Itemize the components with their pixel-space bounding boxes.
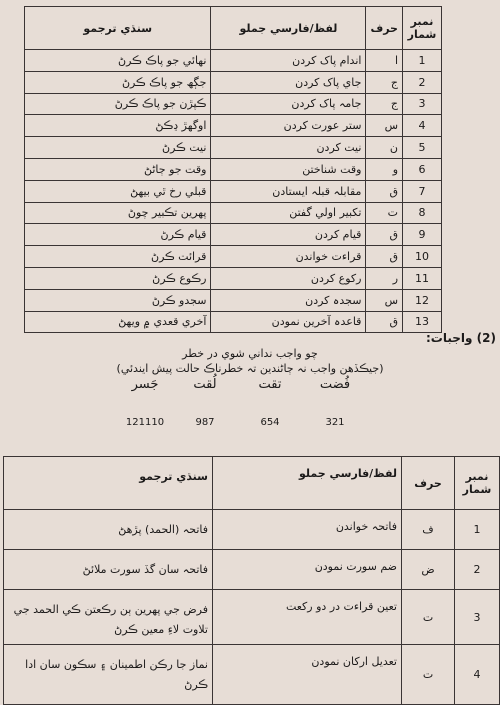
- cell-letter: ج: [366, 93, 403, 115]
- table-row: [25, 311, 442, 333]
- cell-persian: قاعدہ آخرين نمودن: [211, 311, 366, 333]
- table-row: [25, 289, 442, 311]
- cell-num: 2: [403, 71, 442, 93]
- table-row: [25, 50, 442, 72]
- cell-letter: ا: [366, 50, 403, 72]
- table-header-row: [25, 7, 442, 50]
- cell-persian: جاي پاک کردن: [211, 71, 366, 93]
- header-persian: لفظ/فارسي جملو: [213, 457, 402, 510]
- cell-letter: ج: [366, 71, 403, 93]
- section-title: (2) واجبات:: [426, 331, 496, 345]
- cell-num: 1: [403, 50, 442, 72]
- table-row: [25, 137, 442, 159]
- cell-num: 13: [403, 311, 442, 333]
- cell-letter: ق: [366, 246, 403, 268]
- fard-table: [24, 6, 442, 333]
- cell-persian: سجدہ کردن: [211, 289, 366, 311]
- cell-num: 9: [403, 224, 442, 246]
- cell-num: 7: [403, 180, 442, 202]
- header-sindhi: سنڌي ترجمو: [4, 457, 213, 510]
- table-row: [4, 550, 500, 590]
- cell-persian: اندام پاک کردن: [211, 50, 366, 72]
- cell-num: 8: [403, 202, 442, 224]
- cell-sindhi: قبلي رخ ٿي بيهڻ: [25, 180, 211, 202]
- cell-letter: ن: [366, 137, 403, 159]
- table-row: [25, 246, 442, 268]
- cell-letter: س: [366, 289, 403, 311]
- cell-letter: ت: [402, 645, 455, 705]
- header-sindhi: سنڌي ترجمو: [25, 7, 211, 50]
- cell-sindhi: رڪوع ڪرڻ: [25, 267, 211, 289]
- cell-sindhi: نيت ڪرڻ: [25, 137, 211, 159]
- cell-persian: ستر عورت کردن: [211, 115, 366, 137]
- cell-num: 6: [403, 158, 442, 180]
- cell-sindhi: وقت جو ڄاڻڻ: [25, 158, 211, 180]
- cell-sindhi: پهرين تڪبير چوڻ: [25, 202, 211, 224]
- cell-sindhi: فاتحہ (الحمد) پڙهڻ: [4, 510, 213, 550]
- cell-num: 10: [403, 246, 442, 268]
- cell-persian: قيام کردن: [211, 224, 366, 246]
- cell-num: 3: [455, 590, 500, 645]
- cell-sindhi: آخري قعدي ۾ ويهڻ: [25, 311, 211, 333]
- table-header-row: [4, 457, 500, 510]
- cell-sindhi: قيام ڪرڻ: [25, 224, 211, 246]
- cell-sindhi: جڳھ جو پاڪ ڪرڻ: [25, 71, 211, 93]
- table-row: [25, 267, 442, 289]
- cell-letter: و: [366, 158, 403, 180]
- section-line1: چو واجب نداني شوي در خطر: [182, 347, 318, 360]
- cell-letter: ق: [366, 224, 403, 246]
- cell-sindhi: سجدو ڪرڻ: [25, 289, 211, 311]
- cell-letter: ر: [366, 267, 403, 289]
- cell-sindhi: نهائي جو پاڪ ڪرڻ: [25, 50, 211, 72]
- cell-persian: رکوع کردن: [211, 267, 366, 289]
- cell-num: 4: [403, 115, 442, 137]
- cell-letter: ت: [402, 590, 455, 645]
- cell-persian: تعديل ارکان نمودن: [213, 645, 402, 705]
- table-row: [25, 202, 442, 224]
- cell-sindhi: فاتحہ سان گڏ سورت ملائڻ: [4, 550, 213, 590]
- cell-num: 1: [455, 510, 500, 550]
- wajibat-table: [3, 456, 500, 705]
- cell-persian: مقابلہ قبلہ ايستادن: [211, 180, 366, 202]
- mnemonic-numbers: 654: [260, 417, 280, 428]
- cell-letter: س: [366, 115, 403, 137]
- cell-sindhi: نماز جا رڪن اطمينان ۽ سڪون سان ادا ڪرڻ: [4, 645, 213, 705]
- cell-num: 4: [455, 645, 500, 705]
- mnemonic-numbers: 321: [325, 417, 345, 428]
- cell-letter: ف: [402, 510, 455, 550]
- table-row: [4, 645, 500, 705]
- mnemonic-numbers: 121110: [125, 417, 165, 428]
- cell-persian: قراءت خواندن: [211, 246, 366, 268]
- section-line2: (جيڪڏهن واجب نہ ڄاڻندين تہ خطرناڪ حالت پيش ايندئي): [116, 362, 384, 375]
- cell-num: 12: [403, 289, 442, 311]
- table-row: [25, 158, 442, 180]
- cell-persian: تکبير اولي گفتن: [211, 202, 366, 224]
- cell-persian: نيت کردن: [211, 137, 366, 159]
- table-row: [25, 115, 442, 137]
- cell-letter: ق: [366, 180, 403, 202]
- cell-sindhi: ڪپڙن جو پاڪ ڪرڻ: [25, 93, 211, 115]
- cell-letter: ض: [402, 550, 455, 590]
- cell-num: 2: [455, 550, 500, 590]
- cell-persian: ضم سورت نمودن: [213, 550, 402, 590]
- table-row: [25, 93, 442, 115]
- cell-persian: جامہ پاک کردن: [211, 93, 366, 115]
- header-num: نمبر شمار: [403, 7, 442, 50]
- table-row: [4, 590, 500, 645]
- table-row: [4, 510, 500, 550]
- header-num: نمبر شمار: [455, 457, 500, 510]
- mnemonic-word: تقت: [258, 377, 282, 392]
- cell-persian: وقت شناختن: [211, 158, 366, 180]
- header-persian: لفظ/فارسي جملو: [211, 7, 366, 50]
- header-letter: حرف: [366, 7, 403, 50]
- cell-letter: ت: [366, 202, 403, 224]
- cell-num: 3: [403, 93, 442, 115]
- cell-sindhi: اوگھڙ ڍڪڻ: [25, 115, 211, 137]
- mnemonic-word: جَسر: [131, 377, 159, 392]
- header-letter: حرف: [402, 457, 455, 510]
- table-row: [25, 180, 442, 202]
- cell-persian: فاتحہ خواندن: [213, 510, 402, 550]
- mnemonic-word: لُقت: [193, 377, 217, 392]
- cell-sindhi: فرض جي پهرين ٻن رڪعتن ڪي الحمد جي تلاوت لاءِ معين ڪرڻ: [4, 590, 213, 645]
- mnemonic-numbers: 987: [195, 417, 215, 428]
- cell-letter: ق: [366, 311, 403, 333]
- cell-persian: تعين قراءت در دو رکعت: [213, 590, 402, 645]
- cell-sindhi: قرائت ڪرڻ: [25, 246, 211, 268]
- table-row: [25, 224, 442, 246]
- cell-num: 11: [403, 267, 442, 289]
- mnemonic-words: [0, 371, 500, 431]
- table-row: [25, 71, 442, 93]
- mnemonic-word: فُضت: [319, 377, 351, 392]
- cell-num: 5: [403, 137, 442, 159]
